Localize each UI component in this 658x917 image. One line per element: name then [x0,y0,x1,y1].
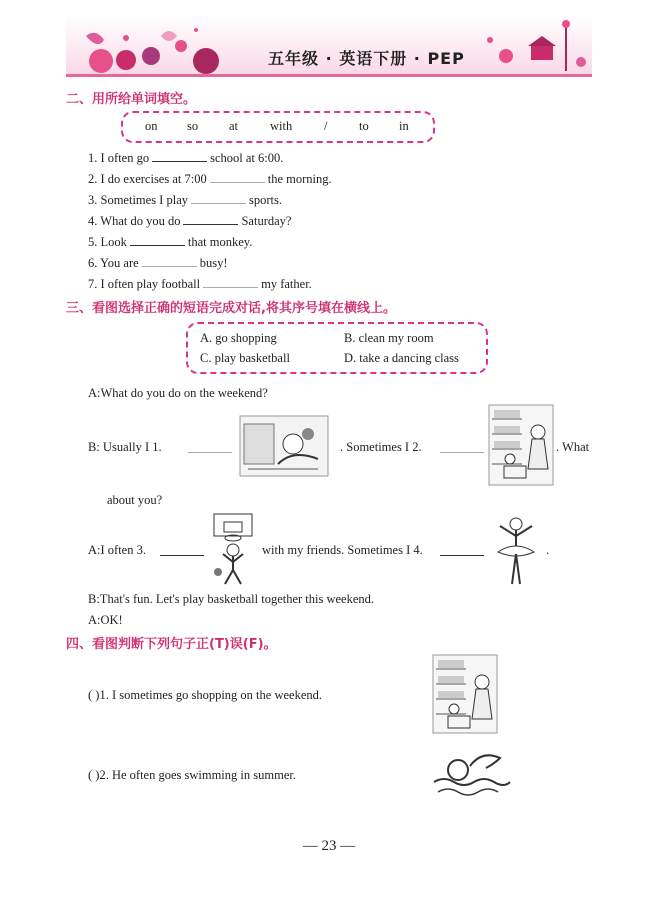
answer-blank[interactable] [440,555,484,556]
fill-item-5 [88,235,252,250]
page-number: — 23 — [302,838,356,854]
answer-blank[interactable] [191,193,246,204]
word-bank-word: so [187,119,199,133]
word-bank-word: with [270,119,293,133]
dialog-b1-start: B: Usually I 1. [88,440,162,454]
answer-blank[interactable] [160,555,204,556]
dialog-a2-mid: with my friends. Sometimes I 4. [262,543,423,557]
fill-item-text: 2. I do exercises at 7:00 [88,172,207,186]
judge-item-2 [88,768,296,783]
fill-item-text: Saturday? [241,214,292,228]
section-4-title: 四、看图判断下列句子正(T)误(F)。 [66,637,277,652]
fill-item-7 [88,277,312,292]
shopping-picture [488,404,554,486]
fill-item-text: 7. I often play football [88,277,201,291]
fill-item-text: busy! [199,256,228,270]
shopping-picture [432,654,498,734]
word-bank-word: to [359,119,369,133]
header-title: 五年级 · 英语下册 · PEP [268,49,465,68]
fill-item-text: school at 6:00. [210,151,284,165]
header-rule [66,74,592,77]
option-b: B. clean my room [344,331,434,345]
answer-blank[interactable] [188,452,232,453]
fill-item-text: 3. Sometimes I play [88,193,188,207]
dialog-line-a3: A:OK! [88,613,123,627]
answer-blank[interactable] [440,452,484,453]
answer-blank[interactable] [152,151,207,162]
answer-blank[interactable] [183,214,238,225]
fill-item-4 [88,214,291,229]
fill-item-6 [88,256,227,271]
fill-item-text: 4. What do you do [88,214,181,228]
answer-paren[interactable]: ( )1. [88,688,109,702]
word-bank-word: at [229,119,239,133]
word-bank-word: / [324,119,328,133]
fill-item-2 [88,172,332,187]
fill-item-text: 1. I often go [88,151,150,165]
answer-blank[interactable] [210,172,265,183]
judge-item-text: He often goes swimming in summer. [111,768,296,782]
answer-paren[interactable]: ( )2. [88,768,109,782]
dialog-line-b2: B:That's fun. Let's play basketball together this weekend. [88,592,375,606]
section-3-title: 三、看图选择正确的短语完成对话,将其序号填在横线上。 [66,301,396,316]
option-a: A. go shopping [200,331,277,345]
fill-item-text: 6. You are [88,256,139,270]
answer-blank[interactable] [130,235,185,246]
dialog-line-a1: A:What do you do on the weekend? [88,386,268,400]
word-bank-box [121,111,435,143]
section-2-title: 二、用所给单词填空。 [66,92,197,107]
word-bank-word: in [399,119,409,133]
fill-item-3 [88,193,282,208]
judge-item-text: I sometimes go shopping on the weekend. [111,688,322,702]
basketball-picture [208,512,258,586]
cleaning-room-picture [238,414,330,478]
dialog-b1-mid: . Sometimes I 2. [340,440,422,454]
answer-blank[interactable] [142,256,197,267]
dancing-picture [486,512,546,586]
word-bank-word: on [145,119,158,133]
answer-blank[interactable] [203,277,258,288]
dialog-a2-end: . [546,543,550,557]
swimming-picture [430,742,512,804]
dialog-b1-end: . What [556,440,590,454]
dialog-a2-start: A:I often 3. [88,543,146,557]
dialog-b1-cont: about you? [107,493,163,507]
fill-item-1 [88,151,283,166]
fill-item-text: 5. Look [88,235,127,249]
option-c: C. play basketball [200,351,290,365]
fill-item-text: that monkey. [187,235,253,249]
option-d: D. take a dancing class [344,351,459,365]
fill-item-text: the morning. [267,172,332,186]
judge-item-1 [88,688,322,703]
fill-item-text: my father. [261,277,312,291]
fill-item-text: sports. [249,193,282,207]
options-box [186,322,488,374]
